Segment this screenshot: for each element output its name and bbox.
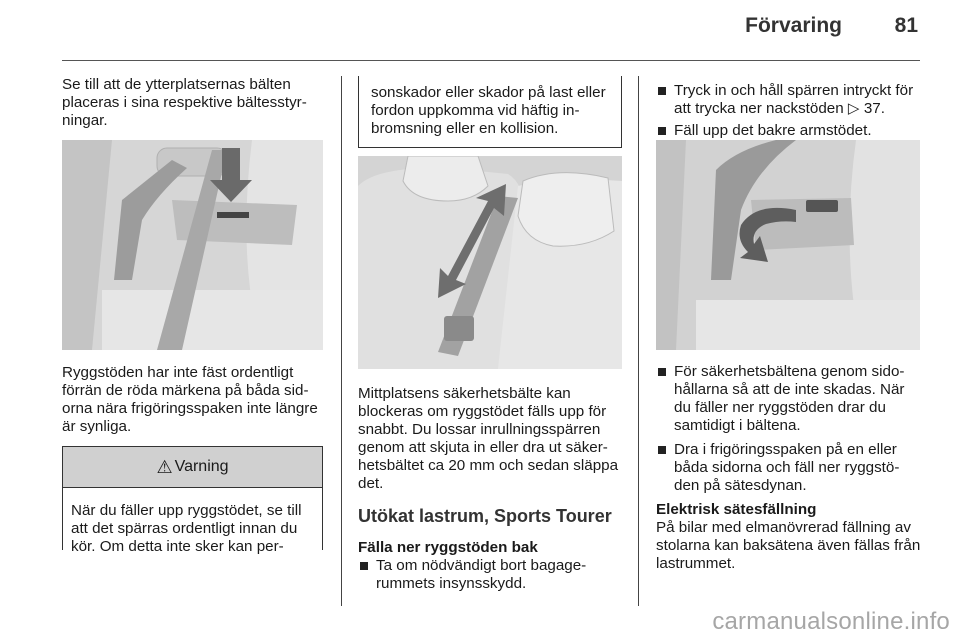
warning-box bbox=[62, 446, 323, 555]
list-item bbox=[656, 82, 924, 118]
column-3-top bbox=[656, 82, 924, 140]
column-2 bbox=[358, 385, 628, 593]
column-divider bbox=[638, 76, 639, 606]
list-item: Fäll upp det bakre armstödet. bbox=[656, 122, 924, 140]
header-divider bbox=[62, 60, 920, 61]
warning-title: Varning bbox=[174, 458, 229, 475]
center-belt-paragraph: Mittplatsens säkerhetsbälte kan blockeras om ryggstödet fälls upp för snabbt. Du lossar inrullningsspärren genom att skjuta in eller dra ut säker-hetsbältet ca 20 mm och sedan släppa det. bbox=[358, 385, 619, 492]
warning-text: När du fäller upp ryggstödet, se till att det spärras ordentligt innan du kör. Om detta inte sker kan per- bbox=[71, 502, 302, 555]
watermark: carmanualsonline.info bbox=[712, 608, 950, 635]
belt-guide-illustration bbox=[62, 140, 323, 350]
list-item: För säkerhetsbältena genom sido-hållarna så att de inte skadas. När du fäller ner ryggstöden drar du samtidigt i bältena. bbox=[656, 363, 924, 435]
page-reference[interactable]: 37. bbox=[863, 100, 885, 117]
page-number: 81 bbox=[894, 14, 918, 37]
column-divider bbox=[341, 76, 342, 606]
warning-triangle-icon: ⚠ bbox=[156, 456, 173, 477]
page-section-title: Förvaring bbox=[745, 14, 842, 37]
warning-continuation-box: sonskador eller skador på last eller fordon uppkomma vid häftig in-bromsning eller en kollision. bbox=[358, 76, 622, 148]
subsection-heading: Fälla ner ryggstöden bak bbox=[358, 539, 538, 556]
warning-header bbox=[63, 447, 322, 488]
caption-paragraph: Ryggstöden har inte fäst ordentligt förrän de röda märkena på båda sid-orna nära frigöringsspaken inte längre är synliga. bbox=[62, 364, 318, 435]
column-3-bottom bbox=[656, 363, 924, 573]
subsection-heading: Elektrisk sätesfällning bbox=[656, 501, 817, 518]
section-heading: Utökat lastrum, Sports Tourer bbox=[358, 506, 612, 526]
list-item: Dra i frigöringsspaken på en eller båda sidorna och fäll ner ryggstö-den på sätesdynan. bbox=[656, 441, 924, 495]
bullet-text: Tryck in och håll spärren intryckt för att trycka ner nackstöden bbox=[674, 82, 914, 117]
electric-folding-paragraph: På bilar med elmanövrerad fällning av stolarna kan baksätena även fällas från lastrummet. bbox=[656, 519, 921, 572]
column-1-caption bbox=[62, 364, 326, 436]
column-1 bbox=[62, 76, 326, 130]
center-belt-illustration bbox=[358, 156, 622, 369]
page-reference-icon: ▷ bbox=[847, 100, 860, 117]
intro-paragraph: Se till att de ytterplatsernas bälten placeras i sina respektive bältesstyr-ningar. bbox=[62, 76, 307, 129]
armrest-illustration bbox=[656, 140, 920, 350]
list-item: Ta om nödvändigt bort bagage-rummets insynsskydd. bbox=[358, 557, 628, 593]
